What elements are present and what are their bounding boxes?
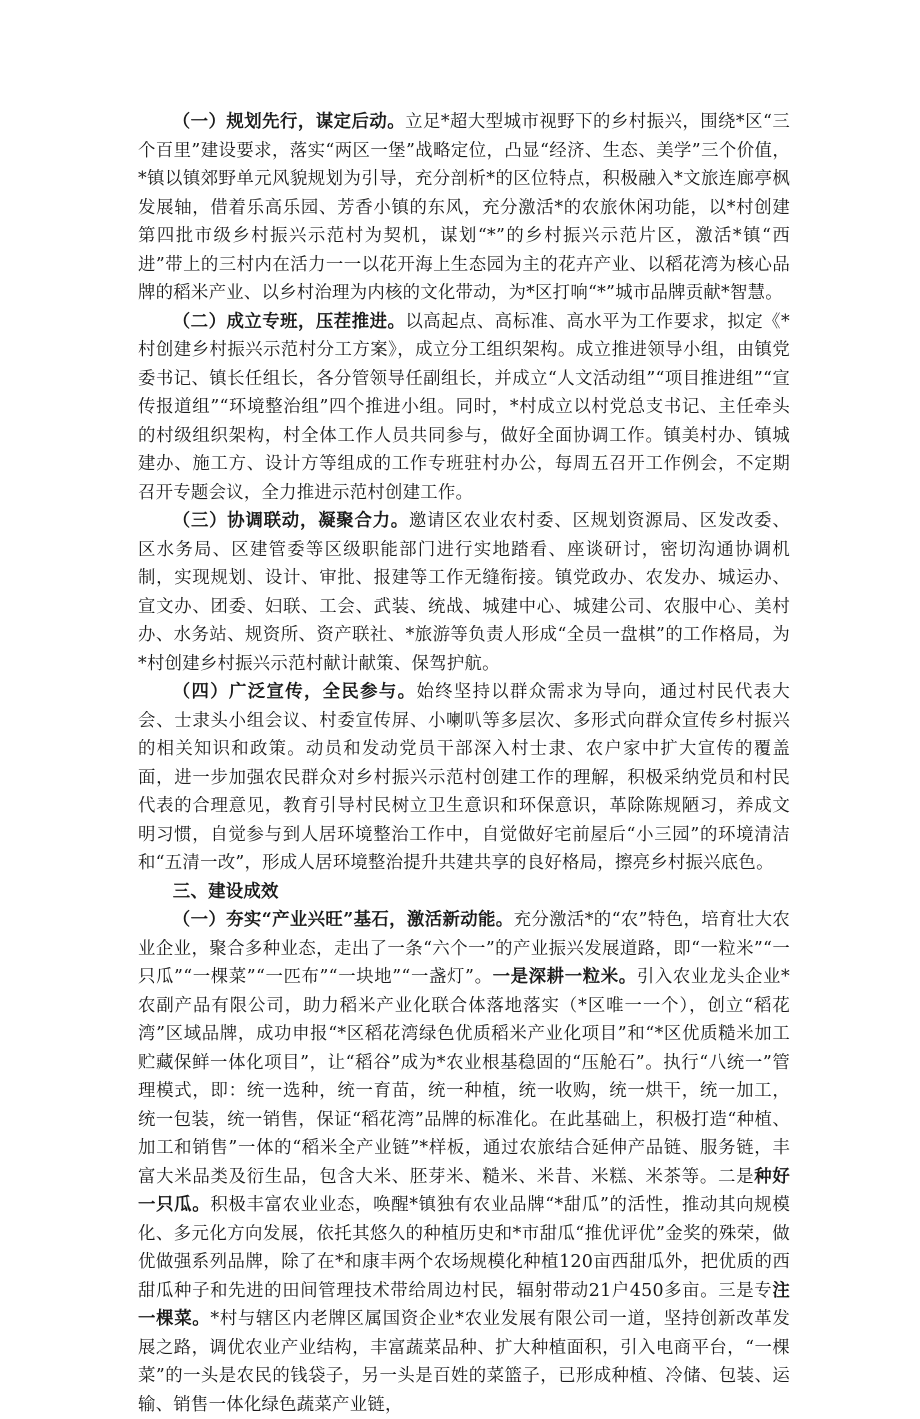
paragraph-text: 以高起点、高标准、高水平为工作要求，拟定《*村创建乡村振兴示范村分工方案》，成立分工组织架构。成立推进领导小组，由镇党委书记、镇长任组长，各分管领导任副组长，并成立“人文活动组”“项目推进组”“宣传报道组”“环境整治组”四个推进小组。同时，*村成立以村党总支书记、主任牵头的村级组织架构，村全体工作人员共同参与，做好全面协调工作。镇美村办、镇城建办、施工方、设计方等组成的工作专班驻村办公，每周五召开工作例会，不定期召开专题会议，全力推进示范村创建工作。 [138,311,790,503]
paragraph-text: *村与辖区内老牌区属国资企业*农业发展有限公司一道，坚持创新改革发展之路，调优农业产业结构，丰富蔬菜品种、扩大种植面积，引入电商平台，“一棵菜”的一头是农民的钱袋子，另一头是百姓的菜篮子，已形成种植、冷储、包装、运输、销售一体化绿色蔬菜产业链， [138,1309,790,1415]
section-heading: 三、建设成效 [172,881,279,902]
paragraph-special-team [138,308,790,508]
paragraph-text: 充分激活*的“农”特色，培育壮大农业企业，聚合多种业态，走出了一条“六个一”的产业振兴发展道路，即“一粒米”“一只瓜”“一棵菜”“一匹布”“一块地”“一盏灯”。 [138,910,790,987]
paragraph-text: 始终坚持以群众需求为导向，通过村民代表大会、士隶头小组会议、村委宣传屏、小喇叭等多层次、多形式向群众宣传乡村振兴的相关知识和政策。动员和发动党员干部深入村士隶、农户家中扩大宣传的覆盖面，进一步加强农民群众对乡村振兴示范村创建工作的理解，积极采纳党员和村民代表的合理意见，教育引导村民树立卫生意识和环保意识，革除陈规陋习，养成文明习惯，自觉参与到人居环境整治工作中，自觉做好宅前屋后“小三园”的环境清洁和“五清一改”，形成人居环境整治提升共建共享的良好格局，擦亮乡村振兴底色。 [138,682,790,873]
paragraph-lead: （三）协调联动，凝聚合力。 [172,511,409,531]
paragraph-bold-phrase: 一是深耕一粒米。 [492,967,637,987]
paragraph-bold-phrase: 注一棵菜。 [138,1280,790,1329]
paragraph-publicity [138,678,790,878]
paragraph-bold-phrase: 种好一只瓜。 [138,1166,790,1215]
paragraph-text: 引入农业龙头企业*农副产品有限公司，助力稻米产业化联合体落地落实（*区唯一一个），创立“稻花湾”区域品牌，成功申报“*区稻花湾绿色优质稻米产业化项目”和“*区优质糙米加工贮藏保鲜一体化项目”，让“稻谷”成为*农业根基稳固的“压舱石”。执行“八统一”管理模式，即：统一选种，统一育苗，统一种植，统一收购，统一烘干，统一加工，统一包装，统一销售，保证“稻花湾”品牌的标准化。在此基础上，积极打造“种植、加工和销售”一体的“稻米全产业链”*样板，通过农旅结合延伸产品链、服务链，丰富大米品类及衍生品，包含大米、胚芽米、糙米、米昔、米糕、米茶等。二是 [138,967,790,1187]
paragraph-text: 邀请区农业农村委、区规划资源局、区发改委、区水务局、区建管委等区级职能部门进行实地踏看、座谈研讨，密切沟通协调机制，实现规划、设计、审批、报建等工作无缝衔接。镇党政办、农发办、城运办、宣文办、团委、妇联、工会、武装、统战、城建中心、城建公司、农服中心、美村办、水务站、规资所、资产联社、*旅游等负责人形成“全员一盘棋”的工作格局，为*村创建乡村振兴示范村献计献策、保驾护航。 [138,511,790,674]
paragraph-lead: （二）成立专班，压茬推进。 [172,311,406,332]
paragraph-lead: （一）夯实“产业兴旺”基石，激活新动能。 [172,910,514,930]
paragraph-industry [138,906,790,1419]
paragraph-lead: （一）规划先行，谋定后动。 [172,112,406,132]
paragraph-lead: （四）广泛宣传，全民参与。 [172,682,417,702]
paragraph-text: 立足*超大型城市视野下的乡村振兴，围绕*区“三个百里”建设要求，落实“两区一堡”战略定位，凸显“经济、生态、美学”三个价值，*镇以镇郊野单元风貌规划为引导，充分剖析*的区位特点，积极融入*文旅连廊亭枫发展轴，借着乐高乐园、芳香小镇的东风，充分激活*的农旅休闲功能，以*村创建第四批市级乡村振兴示范村为契机，谋划“*”的乡村振兴示范片区，激活*镇“西进”带上的三村内在活力一一以花开海上生态园为主的花卉产业、以稻花湾为核心品牌的稻米产业、以乡村治理为内核的文化带动，为*区打响“*”城市品牌贡献*智慧。 [138,112,790,303]
paragraph-coordination [138,507,790,678]
paragraph-text: 积极丰富农业业态，唤醒*镇独有农业品牌“*甜瓜”的活性，推动其向规模化、多元化方向发展，依托其悠久的种植历史和*市甜瓜“推优评优”金奖的殊荣，做优做强系列品牌，除了在*和康丰两个农场规模化种植120亩西甜瓜外，把优质的西甜瓜种子和先进的田间管理技术带给周边村民，辐射带动21户450多亩。三是专 [138,1195,790,1301]
paragraph-planning [138,108,790,308]
